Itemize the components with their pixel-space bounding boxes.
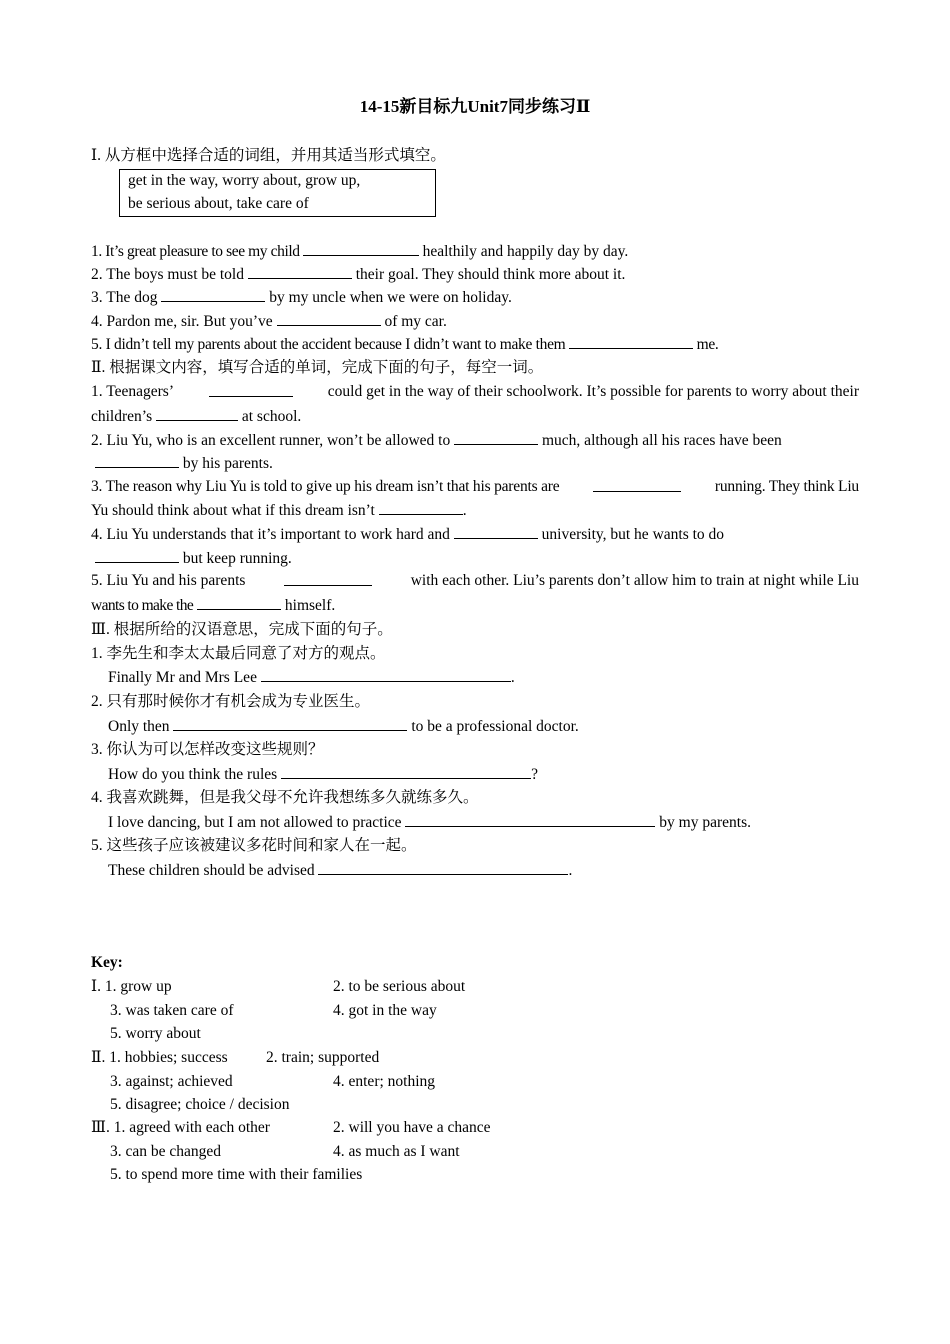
s3-question-2: Only then to be a professional doctor. xyxy=(108,718,579,735)
s2-question-2: 2. Liu Yu, who is an excellent runner, won’t be allowed to much, although all his races have been xyxy=(91,432,782,449)
answer-blank[interactable] xyxy=(593,477,681,492)
page-title: 14-15新目标九Unit7同步练习Ⅱ xyxy=(359,97,591,116)
answer-blank[interactable] xyxy=(277,311,381,326)
s2-question-5: 5. Liu Yu and his parents with each other. Liu’s parents don’t allow him to train at night while Liu xyxy=(91,572,859,589)
phrase-box-line1: get in the way, worry about, grow up, xyxy=(128,172,361,189)
key-2-1: Ⅱ. 1. hobbies; success xyxy=(91,1049,228,1066)
key-2-2: 2. train; supported xyxy=(266,1049,380,1066)
s2-question-3: 3. The reason why Liu Yu is told to give up his dream isn’t that his parents are running. They think Liu xyxy=(91,478,859,495)
answer-blank[interactable] xyxy=(454,524,538,539)
answer-blank[interactable] xyxy=(454,430,538,445)
s1-question-2: 2. The boys must be told their goal. They should think more about it. xyxy=(91,266,626,283)
s2-question-4: 4. Liu Yu understands that it’s important to work hard and university, but he wants to do xyxy=(91,526,725,543)
s2-question-2-cont: by his parents. xyxy=(91,453,273,474)
s2-question-5-cont: wants to make the himself. xyxy=(91,597,336,614)
s3-question-5: These children should be advised . xyxy=(108,862,573,879)
answer-blank[interactable] xyxy=(156,406,238,421)
s2-question-4-cont: but keep running. xyxy=(91,548,292,569)
s1-question-3: 3. The dog by my uncle when we were on holiday. xyxy=(91,289,512,306)
s3-question-4-chinese: 4. 我喜欢跳舞，但是我父母不允许我想练多久就练多久。 xyxy=(91,789,479,806)
s1-question-5: 5. I didn’t tell my parents about the accident because I didn’t want to make them me. xyxy=(91,336,719,353)
key-2-4: 4. enter; nothing xyxy=(333,1073,436,1090)
answer-blank[interactable] xyxy=(173,716,407,731)
s1-question-1: 1. It’s great pleasure to see my child healthily and happily day by day. xyxy=(91,243,629,260)
key-3-2: 2. will you have a chance xyxy=(333,1119,491,1136)
answer-blank[interactable] xyxy=(569,334,693,349)
answer-blank[interactable] xyxy=(261,667,511,682)
answer-blank[interactable] xyxy=(405,812,655,827)
s2-question-3-cont: Yu should think about what if this dream isn’t . xyxy=(91,502,467,519)
key-3-3: 3. can be changed xyxy=(110,1143,222,1160)
s3-question-3: How do you think the rules ? xyxy=(108,766,538,783)
s3-question-4: I love dancing, but I am not allowed to practice by my parents. xyxy=(108,814,751,831)
s3-question-3-chinese: 3. 你认为可以怎样改变这些规则？ xyxy=(91,741,324,758)
answer-blank[interactable] xyxy=(281,764,531,779)
key-1-5: 5. worry about xyxy=(110,1025,201,1042)
section1-heading: Ⅰ. 从方框中选择合适的词组，并用其适当形式填空。 xyxy=(91,147,446,164)
section3-heading: Ⅲ. 根据所给的汉语意思，完成下面的句子。 xyxy=(91,621,393,638)
answer-blank[interactable] xyxy=(284,571,372,586)
answer-blank[interactable] xyxy=(318,860,568,875)
phrase-box-line2: be serious about, take care of xyxy=(128,195,309,212)
key-3-1: Ⅲ. 1. agreed with each other xyxy=(91,1119,270,1136)
answer-blank[interactable] xyxy=(248,264,352,279)
answer-blank[interactable] xyxy=(95,453,179,468)
key-1-3: 3. was taken care of xyxy=(110,1002,234,1019)
s3-question-1: Finally Mr and Mrs Lee . xyxy=(108,669,515,686)
answer-blank[interactable] xyxy=(161,287,265,302)
section2-heading: Ⅱ. 根据课文内容，填写合适的单词，完成下面的句子，每空一词。 xyxy=(91,359,544,376)
s3-question-1-chinese: 1. 李先生和李太太最后同意了对方的观点。 xyxy=(91,645,386,662)
key-2-5: 5. disagree; choice / decision xyxy=(110,1096,290,1113)
key-3-5: 5. to spend more time with their families xyxy=(110,1166,363,1183)
s3-question-2-chinese: 2. 只有那时候你才有机会成为专业医生。 xyxy=(91,693,371,710)
key-1-2: 2. to be serious about xyxy=(333,978,466,995)
key-1-1: Ⅰ. 1. grow up xyxy=(91,978,172,995)
s1-question-4: 4. Pardon me, sir. But you’ve of my car. xyxy=(91,313,447,330)
answer-key-label: Key: xyxy=(91,954,123,971)
key-3-4: 4. as much as I want xyxy=(333,1143,460,1160)
s2-question-1: 1. Teenagers’ could get in the way of their schoolwork. It’s possible for parents to worry about their xyxy=(91,383,859,400)
answer-blank[interactable] xyxy=(95,548,179,563)
key-2-3: 3. against; achieved xyxy=(110,1073,233,1090)
answer-blank[interactable] xyxy=(209,382,293,397)
s3-question-5-chinese: 5. 这些孩子应该被建议多花时间和家人在一起。 xyxy=(91,837,417,854)
s2-question-1-cont: children’s at school. xyxy=(91,408,302,425)
key-1-4: 4. got in the way xyxy=(333,1002,437,1019)
answer-blank[interactable] xyxy=(379,500,463,515)
answer-blank[interactable] xyxy=(303,241,419,256)
answer-blank[interactable] xyxy=(197,595,281,610)
phrase-box xyxy=(119,169,436,217)
